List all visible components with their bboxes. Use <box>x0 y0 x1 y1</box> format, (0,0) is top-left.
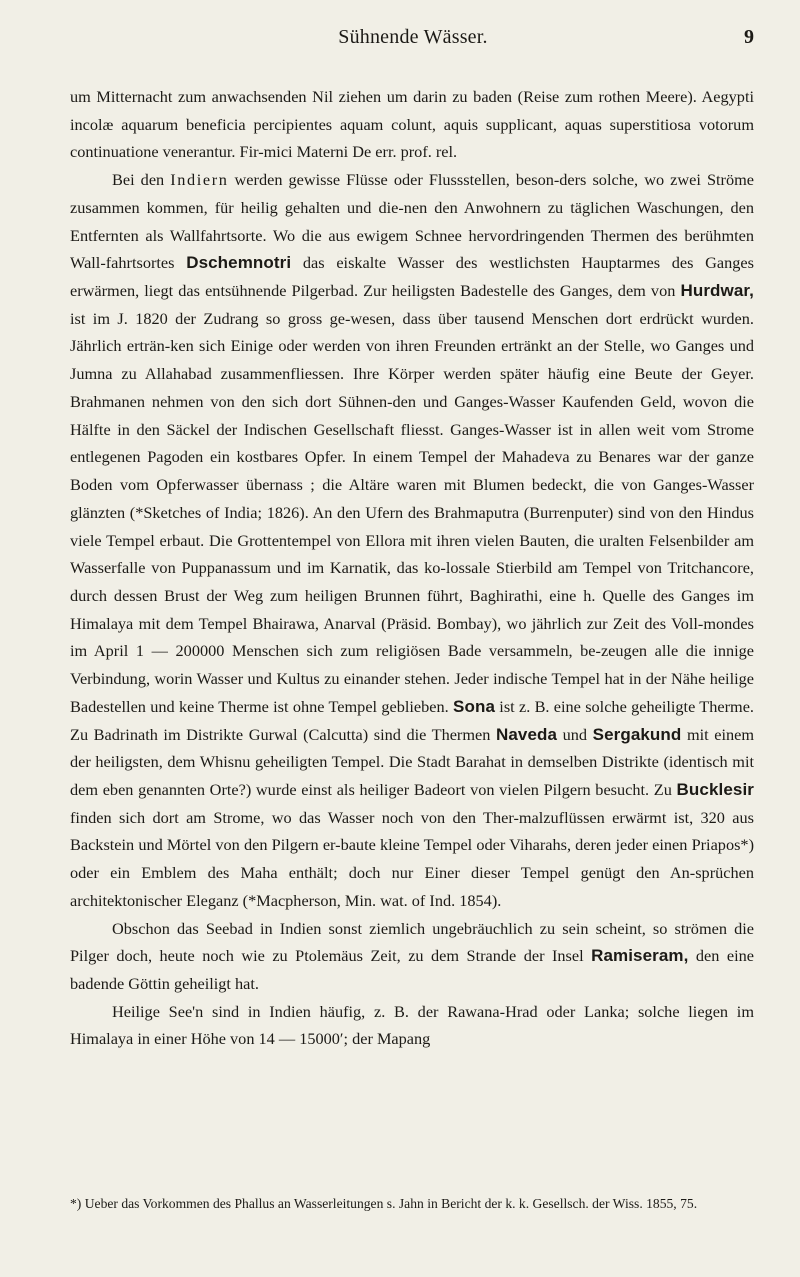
text-run: Bei den <box>112 170 171 190</box>
page-number: 9 <box>744 26 754 48</box>
paragraph <box>70 83 754 166</box>
place-name-bold: Sergakund <box>592 724 682 744</box>
paragraph <box>70 915 754 998</box>
place-name-bold: Hurdwar, <box>680 281 754 301</box>
text-run: um Mitternacht zum anwachsenden Nil ziehen um darin zu baden (Reise zum rothen Meere). Aegypti incolæ aquarum beneficia percipientes aquam colunt, aquis supplicant, aquas superstitiosa votorum continuatione venerantur. Fir-mici Materni De err. prof. rel. <box>70 87 754 162</box>
text-run: ist z. B. eine solche geheiligte Therme. Zu Badrinath im Distrikte Gurwal (Calcutta) sind die Thermen <box>70 696 754 744</box>
text-run: und <box>557 724 593 744</box>
text-run: den eine badende Göttin geheiligt hat. <box>70 946 754 993</box>
text-run: Heilige See'n sind in Indien häufig, z. B. der Rawana-Hrad oder Lanka; solche liegen im Himalaya in einer Höhe von 14 — 15000′; der Mapang <box>70 1001 754 1049</box>
emphasis-spaced: Indiern <box>170 170 229 190</box>
footnote: *) Ueber das Vorkommen des Phallus an Wasserleitungen s. Jahn in Bericht der k. k. Gesellsch. der Wiss. 1855, 75. <box>70 1196 698 1211</box>
paragraph <box>70 998 754 1053</box>
text-run: finden sich dort am Strome, wo das Wasser noch von den Ther-malzuflüssen erwärmt ist, 320 aus Backstein und Mörtel von den Pilgern er-baute kleine Tempel oder Viharahs, deren jeder einen Priapos*) oder ein Emblem des Maha enthält; doch nur Einer dieser Tempel genügt den An-sprüchen architektonischer Eleganz (*Macpherson, Min. wat. of Ind. 1854). <box>70 807 754 910</box>
text-run: werden gewisse Flüsse oder Flussstellen, beson-ders solche, wo zwei Ströme zusammen kommen, für heilig gehalten und die-nen den Anwohnern zu täglichen Waschungen, den Entfernten als Wallfahrtsorte. Wo die aus ewigem Schnee hervordringenden Thermen des berühmten Wall-fahrtsortes <box>70 170 755 273</box>
place-name-bold: Naveda <box>495 724 558 744</box>
place-name-bold: Bucklesir <box>676 779 754 799</box>
paragraph <box>70 166 754 914</box>
body-text <box>70 83 754 1053</box>
text-run: Obschon das Seebad in Indien sonst ziemlich ungebräuchlich zu sein scheint, so strömen die Pilger doch, heute noch wie zu Ptolemäus Zeit, zu dem Strande der Insel <box>70 918 754 966</box>
place-name-bold: Ramiseram, <box>591 946 689 966</box>
place-name-bold: Dschemnotri <box>186 253 292 273</box>
text-run: ist im J. 1820 der Zudrang so gross ge-wesen, dass über tausend Menschen dort erdrückt wurden. Jährlich erträn-ken sich Einige oder werden von ihren Freunden ertränkt an der Stelle, wo Ganges und Jumna zu Allahabad zusammenfliessen. Ihre Körper werden später häufig eine Beute der Geyer. Brahmanen nehmen von den sich dort Sühnen-den und Ganges-Wasser Kaufenden Geld, wovon die Hälfte in den Säckel der Indischen Gesellschaft fliesst. Ganges-Wasser ist in allen weit vom Strome entlegenen Pagoden ein kostbares Opfer. In einem Tempel der Mahadeva zu Benares war der ganze Boden vom Opferwasser übernass ; die Altäre waren mit Blumen bedeckt, die von Ganges-Wasser glänzten (*Sketches of India; 1826). An den Ufern des Brahmaputra (Burrenputer) sind von den Hindus viele Tempel erbaut. Die Grottentempel von Ellora mit ihren vielen Bauten, die uralten Felsenbilder am Wasserfalle von Puppanassum und im Karnatik, das ko-lossale Stierbild am Tempel von Tritchancore, durch dessen Brust der Weg zum heiligen Brunnen führt, Baghirathi, eine h. Quelle des Ganges im Himalaya mit dem Tempel Bhairawa, Anarval (Präsid. Bombay), wo jährlich zur Zeit des Voll-mondes im April 1 — 200000 Menschen sich zum religiösen Bade versammeln, be-zeugen alle die innige Verbindung, worin Wasser und Kultus zu einander stehen. Jeder indische Tempel hat in der Nähe heilige Badestellen und keine Therme ist ohne Tempel geblieben. <box>70 308 754 716</box>
running-title: Sühnende Wässer. <box>338 26 488 48</box>
page-header <box>72 26 754 58</box>
text-run: das eiskalte Wasser des westlichsten Hauptarmes des Ganges erwärmen, liegt das entsühnende Pilgerbad. Zur heiligsten Badestelle des Ganges, dem von <box>70 253 754 301</box>
place-name-bold: Sona <box>453 696 495 716</box>
text-run: mit einem der heiligsten, dem Whisnu geheiligten Tempel. Die Stadt Barahat in demselben Distrikte (identisch mit dem eben genannten Orte?) wurde einst als heiliger Badeort von vielen Pilgern besucht. Zu <box>70 724 755 799</box>
